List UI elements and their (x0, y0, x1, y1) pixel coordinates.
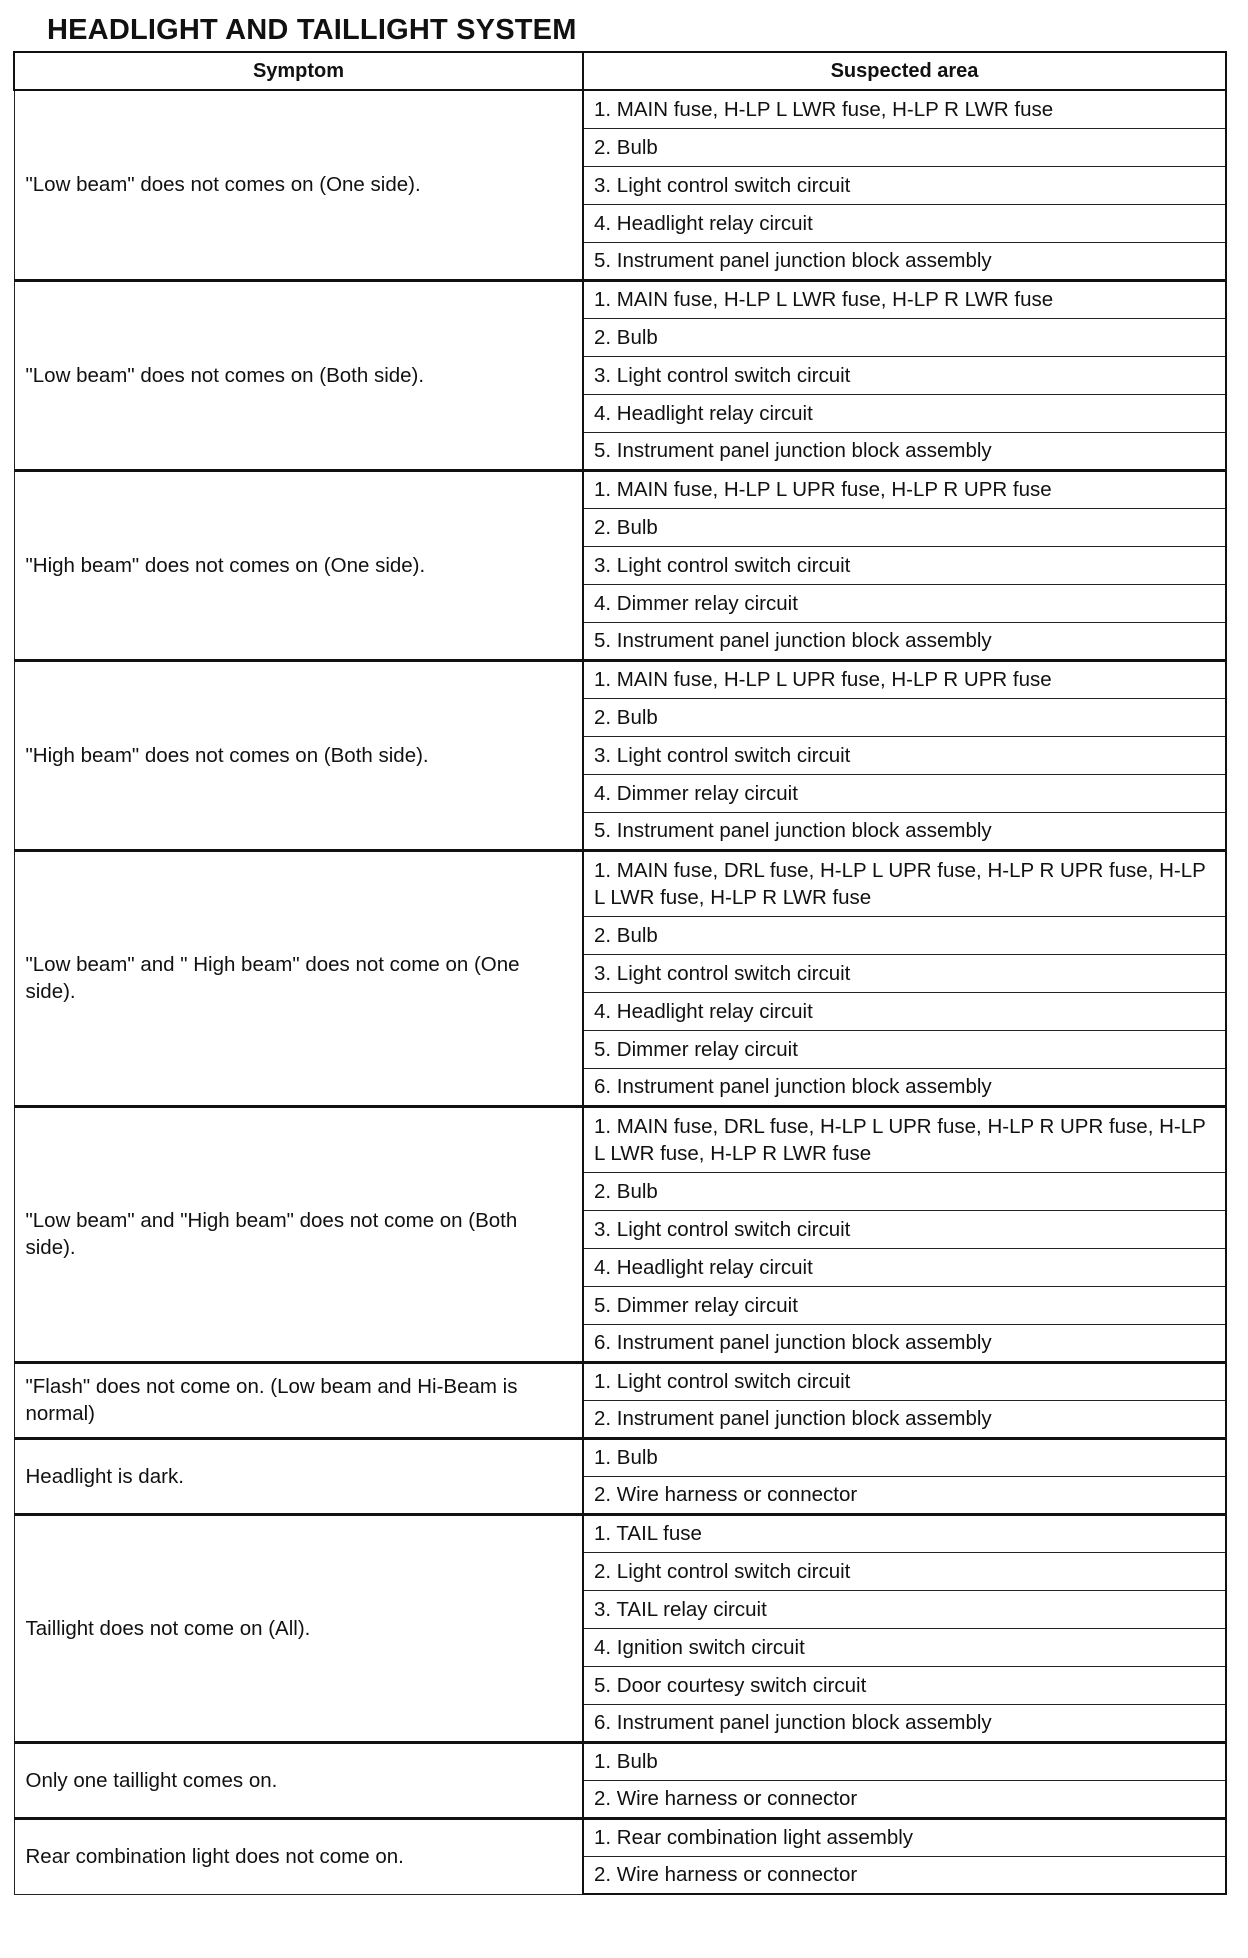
suspected-area-cell: 2. Bulb (583, 1172, 1226, 1210)
table-header-row (14, 52, 1226, 90)
suspected-area-cell: 4. Headlight relay circuit (583, 394, 1226, 432)
suspected-area-cell: 6. Instrument panel junction block assembly (583, 1704, 1226, 1742)
suspected-area-cell: 2. Bulb (583, 916, 1226, 954)
table-row (14, 90, 1226, 128)
table-row (14, 1362, 1226, 1400)
table-row (14, 660, 1226, 698)
suspected-area-cell: 4. Dimmer relay circuit (583, 774, 1226, 812)
suspected-area-cell: 4. Ignition switch circuit (583, 1628, 1226, 1666)
table-row (14, 1514, 1226, 1552)
suspected-area-cell: 3. TAIL relay circuit (583, 1590, 1226, 1628)
symptom-cell: "Low beam" does not comes on (One side). (14, 90, 583, 280)
suspected-area-cell: 1. Rear combination light assembly (583, 1818, 1226, 1856)
suspected-area-cell: 2. Wire harness or connector (583, 1476, 1226, 1514)
suspected-area-cell: 5. Instrument panel junction block assembly (583, 812, 1226, 850)
symptom-cell: "High beam" does not comes on (One side). (14, 470, 583, 660)
table-row (14, 470, 1226, 508)
suspected-area-cell: 2. Bulb (583, 318, 1226, 356)
suspected-area-cell: 3. Light control switch circuit (583, 954, 1226, 992)
symptom-cell: "Low beam" and "High beam" does not come on (Both side). (14, 1106, 583, 1362)
suspected-area-cell: 5. Instrument panel junction block assembly (583, 432, 1226, 470)
symptom-cell: "High beam" does not comes on (Both side). (14, 660, 583, 850)
suspected-area-cell: 5. Instrument panel junction block assembly (583, 622, 1226, 660)
suspected-area-cell: 1. MAIN fuse, DRL fuse, H-LP L UPR fuse, H-LP R UPR fuse, H-LP L LWR fuse, H-LP R LWR fuse (583, 850, 1226, 916)
suspected-area-cell: 5. Dimmer relay circuit (583, 1286, 1226, 1324)
symptom-cell: Taillight does not come on (All). (14, 1514, 583, 1742)
table-body (14, 90, 1226, 1894)
symptom-cell: Headlight is dark. (14, 1438, 583, 1514)
suspected-area-cell: 4. Headlight relay circuit (583, 204, 1226, 242)
suspected-area-cell: 1. MAIN fuse, H-LP L LWR fuse, H-LP R LWR fuse (583, 280, 1226, 318)
suspected-area-cell: 3. Light control switch circuit (583, 356, 1226, 394)
symptom-cell: Rear combination light does not come on. (14, 1818, 583, 1894)
suspected-area-column-header: Suspected area (583, 52, 1226, 90)
table-row (14, 850, 1226, 916)
suspected-area-cell: 1. MAIN fuse, H-LP L LWR fuse, H-LP R LWR fuse (583, 90, 1226, 128)
suspected-area-cell: 1. Bulb (583, 1438, 1226, 1476)
suspected-area-cell: 4. Dimmer relay circuit (583, 584, 1226, 622)
suspected-area-cell: 4. Headlight relay circuit (583, 1248, 1226, 1286)
suspected-area-cell: 1. TAIL fuse (583, 1514, 1226, 1552)
suspected-area-cell: 6. Instrument panel junction block assembly (583, 1324, 1226, 1362)
suspected-area-cell: 1. MAIN fuse, H-LP L UPR fuse, H-LP R UPR fuse (583, 660, 1226, 698)
suspected-area-cell: 3. Light control switch circuit (583, 736, 1226, 774)
suspected-area-cell: 5. Dimmer relay circuit (583, 1030, 1226, 1068)
symptom-cell: "Low beam" does not comes on (Both side). (14, 280, 583, 470)
symptom-column-header: Symptom (14, 52, 583, 90)
suspected-area-cell: 2. Wire harness or connector (583, 1856, 1226, 1894)
suspected-area-cell: 3. Light control switch circuit (583, 546, 1226, 584)
suspected-area-cell: 4. Headlight relay circuit (583, 992, 1226, 1030)
suspected-area-cell: 1. MAIN fuse, H-LP L UPR fuse, H-LP R UPR fuse (583, 470, 1226, 508)
table-row (14, 1742, 1226, 1780)
symptom-table (13, 51, 1227, 1895)
suspected-area-cell: 2. Bulb (583, 508, 1226, 546)
suspected-area-cell: 3. Light control switch circuit (583, 1210, 1226, 1248)
suspected-area-cell: 2. Bulb (583, 698, 1226, 736)
suspected-area-cell: 1. Bulb (583, 1742, 1226, 1780)
symptom-cell: "Flash" does not come on. (Low beam and Hi-Beam is normal) (14, 1362, 583, 1438)
symptom-cell: Only one taillight comes on. (14, 1742, 583, 1818)
suspected-area-cell: 1. MAIN fuse, DRL fuse, H-LP L UPR fuse, H-LP R UPR fuse, H-LP L LWR fuse, H-LP R LWR fuse (583, 1106, 1226, 1172)
table-row (14, 1106, 1226, 1172)
symptom-cell: "Low beam" and " High beam" does not come on (One side). (14, 850, 583, 1106)
suspected-area-cell: 3. Light control switch circuit (583, 166, 1226, 204)
suspected-area-cell: 5. Door courtesy switch circuit (583, 1666, 1226, 1704)
suspected-area-cell: 2. Wire harness or connector (583, 1780, 1226, 1818)
suspected-area-cell: 2. Light control switch circuit (583, 1552, 1226, 1590)
page-title: HEADLIGHT AND TAILLIGHT SYSTEM (47, 14, 577, 46)
suspected-area-cell: 1. Light control switch circuit (583, 1362, 1226, 1400)
table-row (14, 280, 1226, 318)
table-row (14, 1818, 1226, 1856)
suspected-area-cell: 5. Instrument panel junction block assembly (583, 242, 1226, 280)
suspected-area-cell: 6. Instrument panel junction block assembly (583, 1068, 1226, 1106)
suspected-area-cell: 2. Instrument panel junction block assembly (583, 1400, 1226, 1438)
suspected-area-cell: 2. Bulb (583, 128, 1226, 166)
table-row (14, 1438, 1226, 1476)
